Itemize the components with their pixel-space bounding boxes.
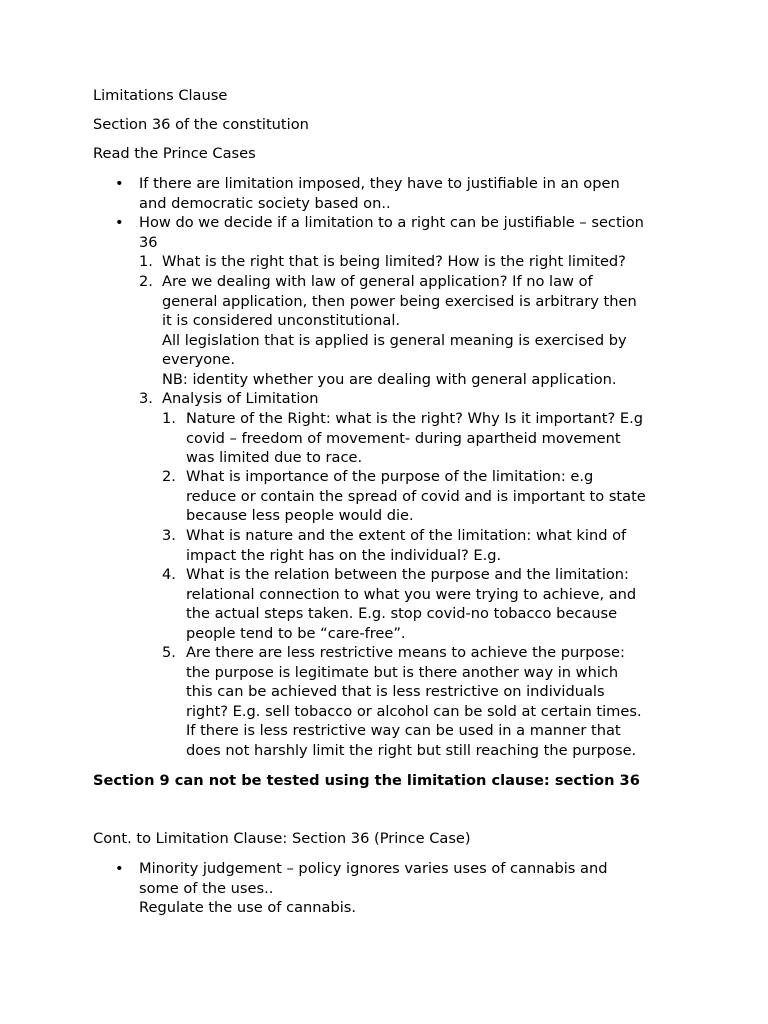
- analysis-text: What is the relation between the purpose and the limitation: relational connection to what you were trying to achieve, and the actual steps taken. E.g. stop covid-no tobacco because people tend to be “care-free”.: [186, 566, 637, 642]
- analysis-text: What is nature and the extent of the limitation: what kind of impact the right has on the individual? E.g.: [186, 527, 627, 564]
- step-number: 1.: [139, 253, 153, 270]
- step-text: Are we dealing with law of general application? If no law of general application, then power being exercised is arbitrary then it is considered unconstitutional. All legislation that is applied is general meaning is exercised by everyone. NB: identity whether you are dealing with general application.: [162, 273, 637, 388]
- analysis-number: 3.: [162, 527, 176, 544]
- step-number: 2.: [139, 273, 153, 290]
- analysis-text: What is importance of the purpose of the limitation: e.g reduce or contain the spread of covid and is important to state because less people would die.: [186, 468, 646, 524]
- bullet-marker: •: [115, 175, 124, 192]
- bullet-marker: •: [115, 214, 124, 231]
- heading-limitations-clause: Limitations Clause: [93, 87, 228, 104]
- heading-read-prince-cases: Read the Prince Cases: [93, 145, 256, 162]
- heading-section-36: Section 36 of the constitution: [93, 116, 309, 133]
- analysis-text: Are there are less restrictive means to achieve the purpose: the purpose is legitimate but is there another way in which this can be achieved that is less restrictive on individuals right? E.g. sell tobacco or alcohol can be sold at certain times. If there is less restrictive way can be used in a manner that does not harshly limit the right but still reaching the purpose.: [186, 644, 642, 759]
- analysis-number: 4.: [162, 566, 176, 583]
- bold-note-section-9: Section 9 can not be tested using the limitation clause: section 36: [93, 772, 640, 789]
- bullet-marker: •: [115, 860, 124, 877]
- step-text: What is the right that is being limited? How is the right limited?: [162, 253, 626, 270]
- analysis-number: 2.: [162, 468, 176, 485]
- bullet-text: Minority judgement – policy ignores varies uses of cannabis and some of the uses.. Regulate the use of cannabis.: [139, 860, 608, 916]
- bullet-text: If there are limitation imposed, they have to justifiable in an open and democratic society based on..: [139, 175, 620, 212]
- step-text: Analysis of Limitation: [162, 390, 319, 407]
- heading-cont-limitation-clause: Cont. to Limitation Clause: Section 36 (Prince Case): [93, 830, 471, 847]
- bullet-text: How do we decide if a limitation to a right can be justifiable – section 36: [139, 214, 644, 251]
- analysis-number: 5.: [162, 644, 176, 661]
- analysis-number: 1.: [162, 410, 176, 427]
- step-number: 3.: [139, 390, 153, 407]
- analysis-text: Nature of the Right: what is the right? Why Is it important? E.g covid – freedom of movement- during apartheid movement was limited due to race.: [186, 410, 643, 466]
